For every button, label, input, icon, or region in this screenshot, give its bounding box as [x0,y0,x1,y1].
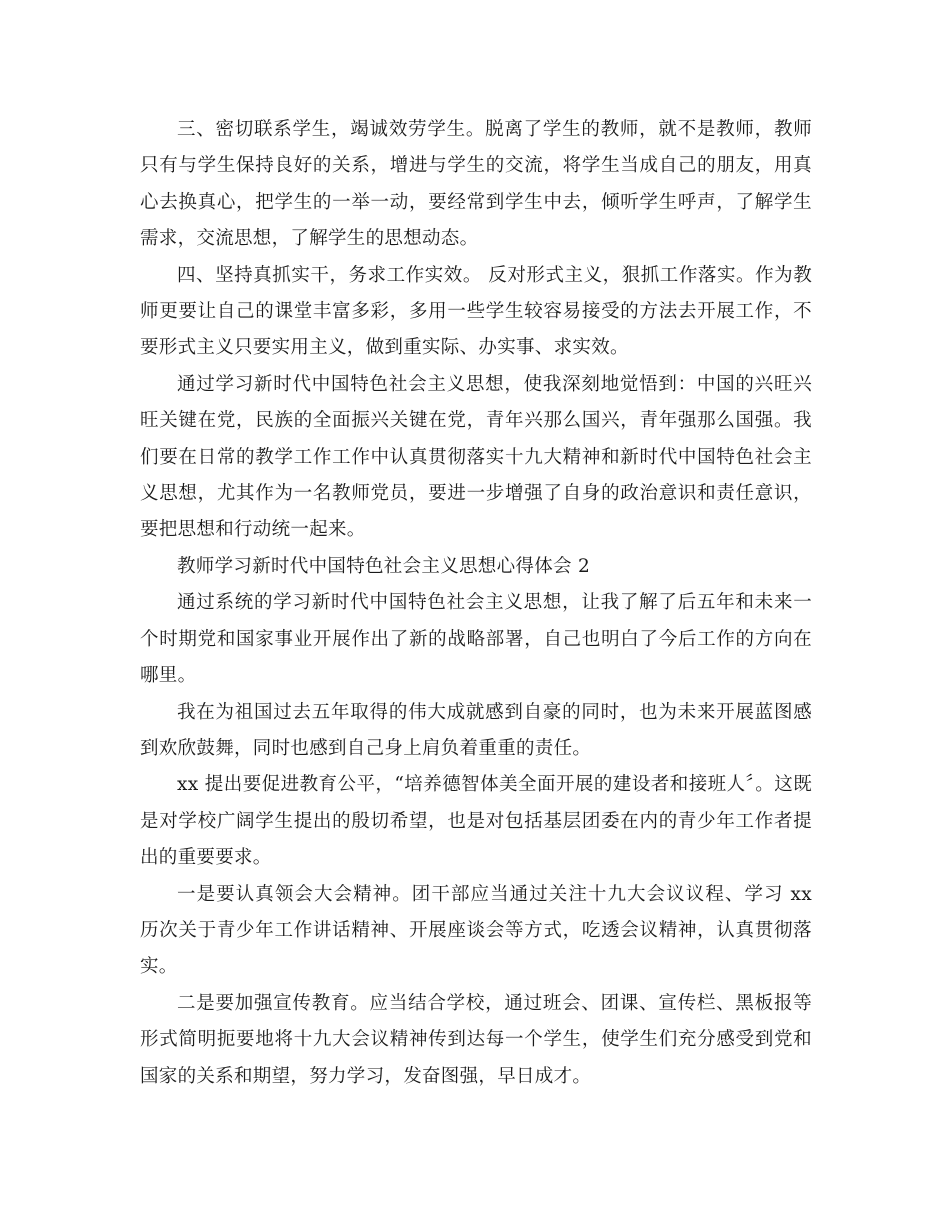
paragraph-intro: 通过系统的学习新时代中国特色社会主义思想，让我了解了后五年和未来一个时期党和国家事业开展作出了新的战略部署，自己也明白了今后工作的方向在哪里。 [140,592,812,687]
paragraph-education-equity: xx 提出要促进教育公平，“培养德智体美全面开展的建设者和接班人〞。这既是对学校广阔学生提出的殷切希望，也是对包括基层团委在内的青少年工作者提出的重要要求。 [140,774,812,869]
paragraph-section-three: 三、密切联系学生，竭诚效劳学生。脱离了学生的教师，就不是教师，教师只有与学生保持良好的关系，增进与学生的交流，将学生当成自己的朋友，用真心去换真心，把学生的一举一动，要经常到学生中去，倾听学生呼声，了解学生需求，交流思想，了解学生的思想动态。 [140,119,812,250]
paragraph-point-one: 一是要认真领会大会精神。团干部应当通过关注十九大会议议程、学习 xx 历次关于青少年工作讲话精神、开展座谈会等方式，吃透会议精神，认真贯彻落实。 [140,883,812,978]
essay-title-2: 教师学习新时代中国特色社会主义思想心得体会 2 [177,555,591,577]
document-body [140,112,812,1095]
paragraph-section-four: 四、坚持真抓实干，务求工作实效。 反对形式主义，狠抓工作落实。作为教师更要让自己的课堂丰富多彩，多用一些学生较容易接受的方法去开展工作，不要形式主义只要实用主义，做到重实际、办实事、求实效。 [140,264,812,359]
paragraph-point-two: 二是要加强宣传教育。应当结合学校，通过班会、团课、宣传栏、黑板报等形式简明扼要地将十九大会议精神传到达每一个学生，使学生们充分感受到党和国家的关系和期望，努力学习，发奋图强，早日成才。 [140,992,812,1087]
paragraph-conclusion: 通过学习新时代中国特色社会主义思想，使我深刻地觉悟到：中国的兴旺兴旺关键在党，民族的全面振兴关键在党，青年兴那么国兴，青年强那么国强。我们要在日常的教学工作工作中认真贯彻落实十九大精神和新时代中国特色社会主义思想，尤其作为一名教师党员，要进一步增强了自身的政治意识和责任意识，要把思想和行动统一起来。 [140,373,812,541]
paragraph-pride: 我在为祖国过去五年取得的伟大成就感到自豪的同时，也为未来开展蓝图感到欢欣鼓舞，同时也感到自己身上肩负着重重的责任。 [140,701,812,759]
